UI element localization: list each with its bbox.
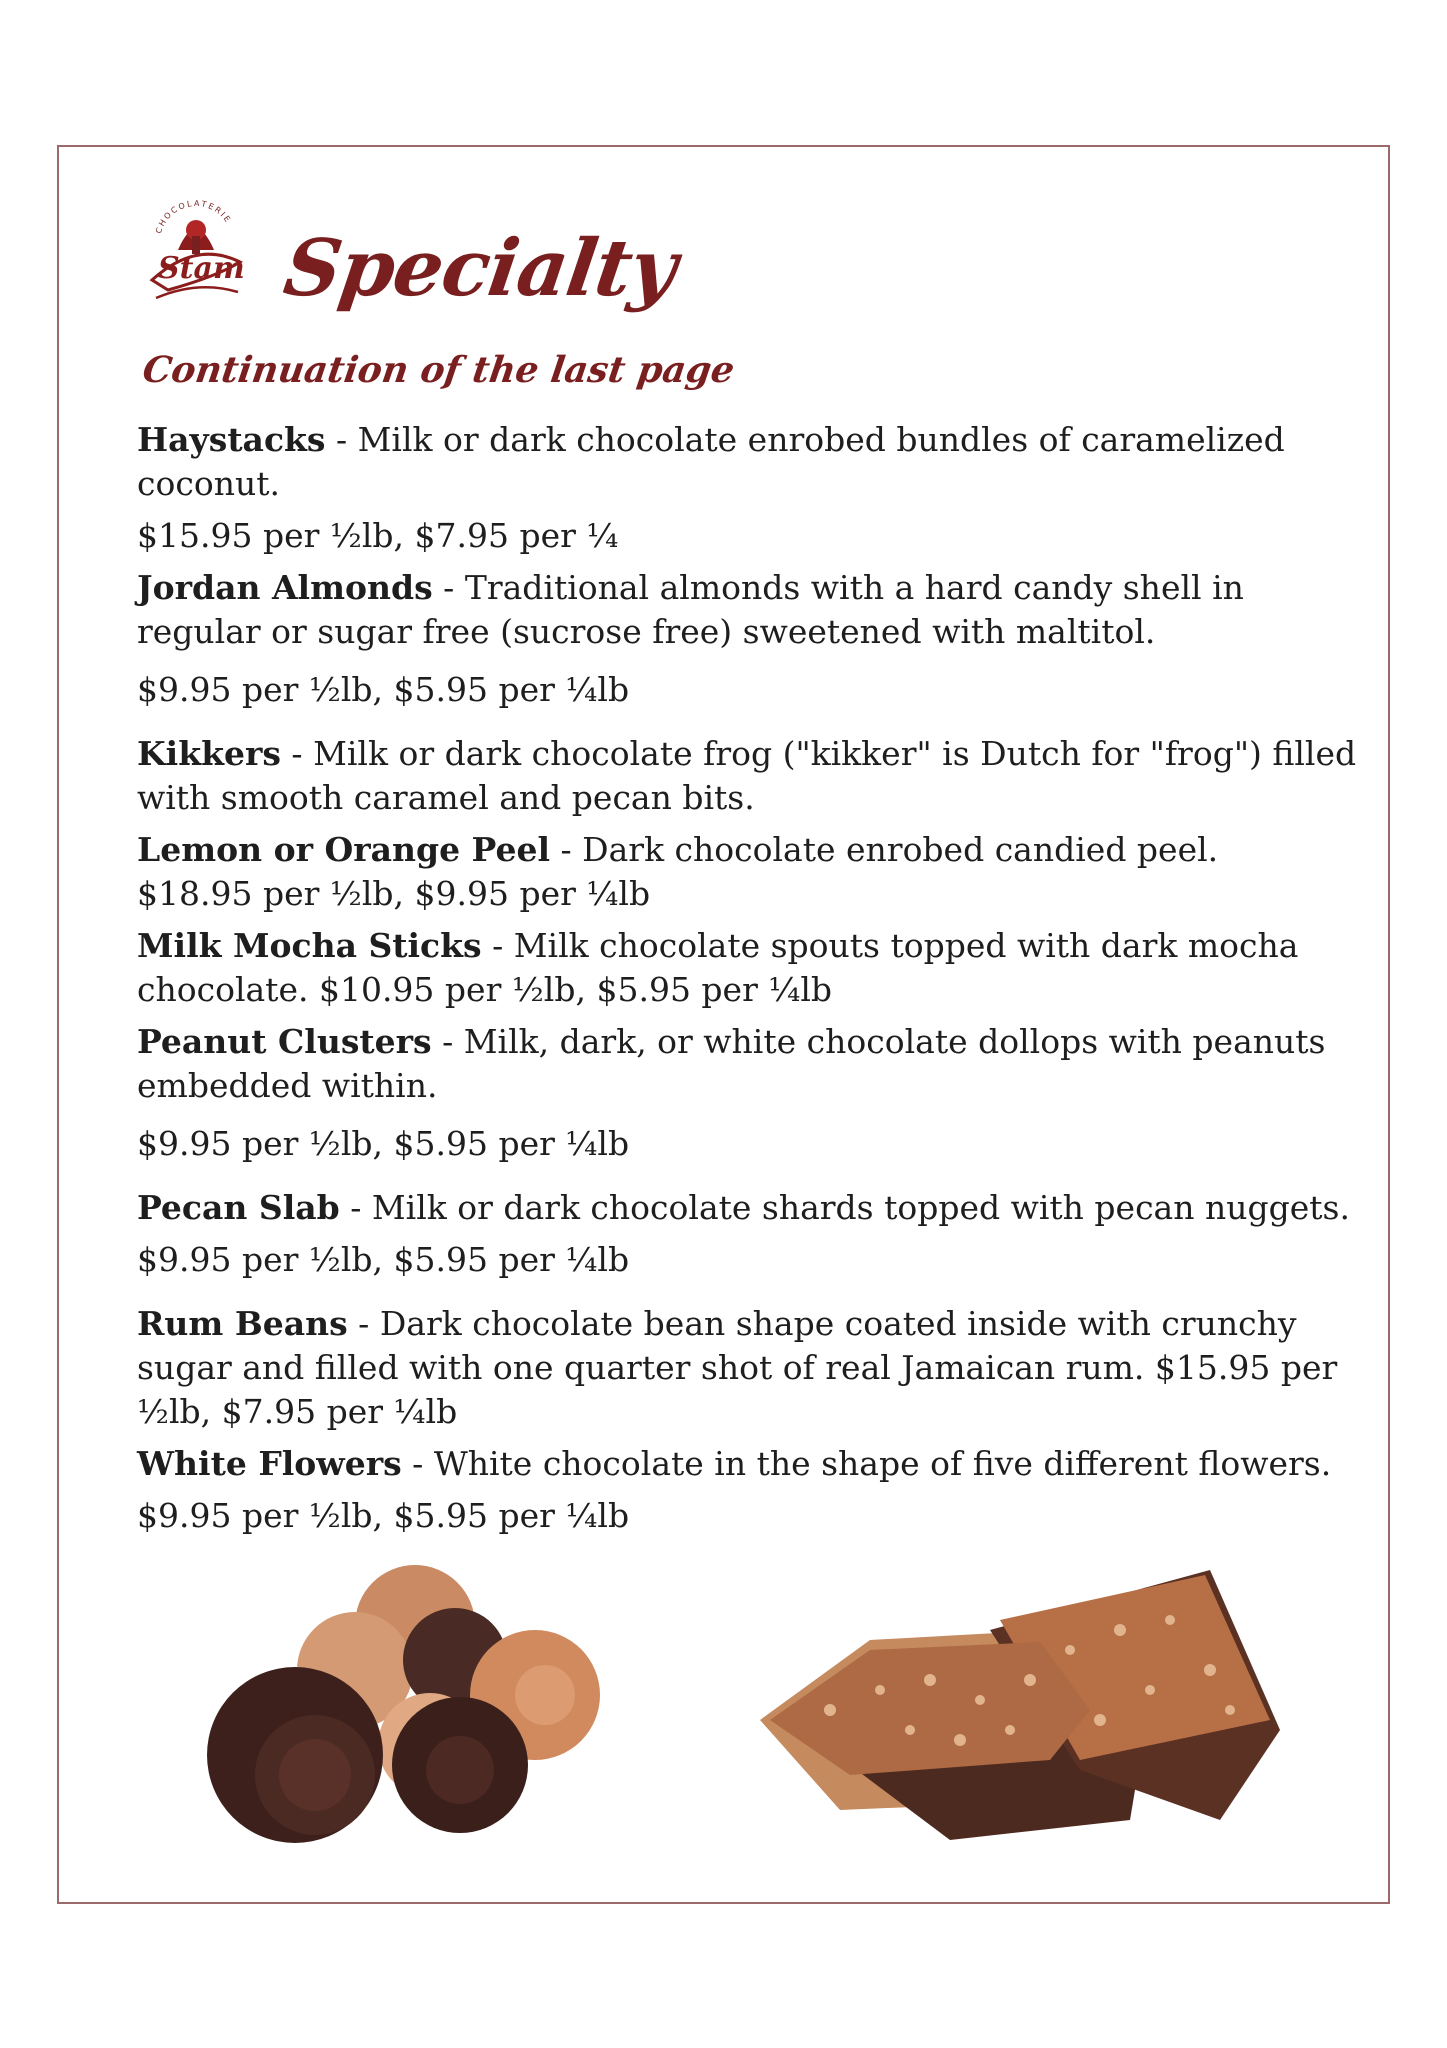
item-name: Jordan Almonds: [137, 568, 433, 607]
stam-logo-icon: [138, 180, 253, 315]
item-name: Pecan Slab: [137, 1188, 340, 1227]
item-name: Kikkers: [137, 734, 281, 773]
pecan-slab-image: [750, 1560, 1290, 1860]
item-price: $9.95 per ½lb, $5.95 per ¼lb: [137, 1240, 630, 1279]
item-description: Milk, dark, or white chocolate dollops with peanuts embedded within.: [137, 1022, 1326, 1105]
item-name: Lemon or Orange Peel: [137, 830, 551, 869]
logo-text: Stam: [158, 251, 245, 286]
list-item: White Flowers - White chocolate in the shape of five different flowers.: [137, 1444, 1332, 1483]
item-name: White Flowers: [137, 1444, 402, 1483]
item-name: Haystacks: [137, 420, 326, 459]
list-item: Lemon or Orange Peel - Dark chocolate enrobed candied peel.: [137, 830, 1219, 869]
page-subtitle: Continuation of the last page: [140, 349, 738, 391]
item-name: Rum Beans: [137, 1304, 348, 1343]
list-item: Pecan Slab - Milk or dark chocolate shards topped with pecan nuggets.: [137, 1188, 1350, 1227]
item-description: Traditional almonds with a hard candy shell in regular or sugar free (sucrose free) sweetened with maltitol.: [137, 568, 1244, 651]
item-description: Dark chocolate bean shape coated inside with crunchy sugar and filled with one quarter shot of real Jamaican rum. $15.95 per ½lb, $7.95 per ¼lb: [137, 1304, 1338, 1431]
item-price: $9.95 per ½lb, $5.95 per ¼lb: [137, 1124, 630, 1163]
item-name: Milk Mocha Sticks: [137, 926, 482, 965]
item-price: $18.95 per ½lb, $9.95 per ¼lb: [137, 874, 651, 913]
chocolate-flowers-image: [205, 1565, 605, 1845]
list-item: Milk Mocha Sticks - Milk chocolate spouts topped with dark mocha chocolate. $10.95 per ½lb, $5.95 per ¼lb: [137, 926, 1299, 1009]
item-description: Milk or dark chocolate frog ("kikker" is Dutch for "frog") filled with smooth caramel and pecan bits.: [137, 734, 1357, 817]
list-item: Kikkers - Milk or dark chocolate frog ("kikker" is Dutch for "frog") filled with smooth caramel and pecan bits.: [137, 734, 1357, 817]
item-name: Peanut Clusters: [137, 1022, 432, 1061]
item-price: $9.95 per ½lb, $5.95 per ¼lb: [137, 670, 630, 709]
item-description: White chocolate in the shape of five different flowers.: [433, 1444, 1332, 1483]
item-description: Dark chocolate enrobed candied peel.: [582, 830, 1219, 869]
item-price: $9.95 per ½lb, $5.95 per ¼lb: [137, 1496, 630, 1535]
list-item: Rum Beans - Dark chocolate bean shape coated inside with crunchy sugar and filled with one quarter shot of real Jamaican rum. $15.95 per ½lb, $7.95 per ¼lb: [137, 1304, 1338, 1431]
item-description: Milk or dark chocolate enrobed bundles of caramelized coconut.: [137, 420, 1285, 503]
specialty-list: [137, 418, 1367, 1538]
logo-arc-text: CHOCOLATERIE: [154, 198, 234, 235]
list-item: Jordan Almonds - Traditional almonds with a hard candy shell in regular or sugar free (sucrose free) sweetened with maltitol.: [137, 568, 1244, 651]
list-item: Haystacks - Milk or dark chocolate enrobed bundles of caramelized coconut.: [137, 420, 1285, 503]
item-description: Milk chocolate spouts topped with dark mocha chocolate. $10.95 per ½lb, $5.95 per ¼lb: [137, 926, 1299, 1009]
item-description: Milk or dark chocolate shards topped with pecan nuggets.: [371, 1188, 1350, 1227]
list-item: Peanut Clusters - Milk, dark, or white chocolate dollops with peanuts embedded within.: [137, 1022, 1326, 1105]
item-price: $15.95 per ½lb, $7.95 per ¼: [137, 516, 619, 555]
page-title: Specialty: [278, 223, 682, 314]
